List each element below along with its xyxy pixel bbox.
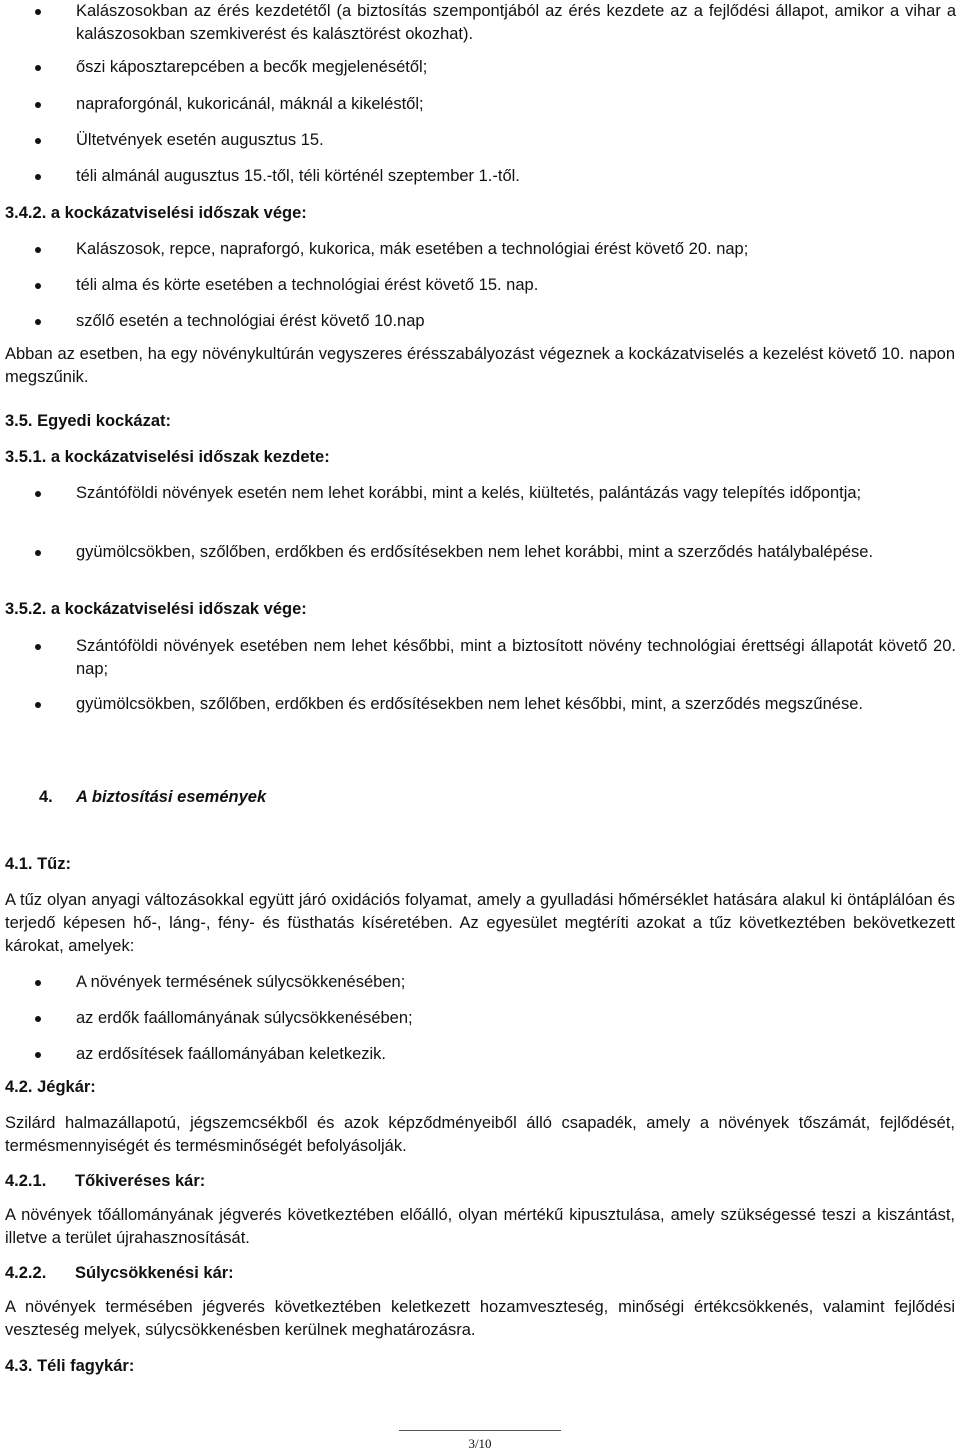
section-heading-3-4-2: 3.4.2. a kockázatviselési időszak vége: xyxy=(5,204,307,222)
bullet-icon xyxy=(35,1052,41,1058)
list-item-text: gyümölcsökben, szőlőben, erdőkben és erdősítésekben nem lehet korábbi, mint a szerződés hatálybalépése. xyxy=(76,543,874,561)
bullet-icon xyxy=(35,174,41,180)
list-item-text: téli alma és körte esetében a technológiai érést követő 15. nap. xyxy=(76,276,539,294)
bullet-icon xyxy=(35,283,41,289)
list-item-text: Szántóföldi növények esetén nem lehet korábbi, mint a kelés, kiültetés, palántázás vagy telepítés időpontja; xyxy=(76,484,862,502)
page-number: 3/10 xyxy=(468,1436,492,1451)
paragraph: Szilárd halmazállapotú, jégszemcsékből és azok képződményeiből álló csapadék, amely a növények tőszámát, fejlődését, termésmennyiségét és termésminőségét befolyásolják. xyxy=(5,1114,955,1155)
section-number: 4.2.1. xyxy=(5,1172,47,1190)
chapter-number: 4. xyxy=(39,788,53,806)
bullet-icon xyxy=(35,702,41,708)
section-heading-4-2-1 xyxy=(5,1170,955,1193)
list-item-text: szőlő esetén a technológiai érést követő 10.nap xyxy=(76,312,425,330)
list-item-text: Szántóföldi növények esetében nem lehet későbbi, mint a biztosított növény technológiai érettségi állapotát követő 20. nap; xyxy=(76,637,956,678)
section-heading-4-1: 4.1. Tűz: xyxy=(5,855,72,873)
section-heading-3-5-1: 3.5.1. a kockázatviselési időszak kezdete: xyxy=(5,448,330,466)
paragraph: Abban az esetben, ha egy növénykultúrán vegyszeres érésszabályozást végeznek a kockázatviselés a kezelést követő 10. napon megszűnik. xyxy=(5,345,955,386)
bullet-icon xyxy=(35,980,41,986)
list-item-text: napraforgónál, kukoricánál, máknál a kikeléstől; xyxy=(76,95,424,113)
bullet-icon xyxy=(35,491,41,497)
section-number: 4.2.2. xyxy=(5,1264,47,1282)
list-item-text: őszi káposztarepcében a becők megjelenésétől; xyxy=(76,58,428,76)
section-title: Tőkiveréses kár: xyxy=(75,1172,206,1190)
section-heading-3-5-2: 3.5.2. a kockázatviselési időszak vége: xyxy=(5,600,307,618)
bullet-icon xyxy=(35,1016,41,1022)
chapter-title: A biztosítási események xyxy=(76,788,267,806)
list-item-text: Ültetvények esetén augusztus 15. xyxy=(76,131,324,149)
section-heading-4-3: 4.3. Téli fagykár: xyxy=(5,1357,135,1375)
bullet-icon xyxy=(35,644,41,650)
section-heading-4-2: 4.2. Jégkár: xyxy=(5,1078,96,1096)
paragraph: A növények termésében jégverés következtében keletkezett hozamveszteség, minőségi értékcsökkenés, valamint fejlődési veszteség melyek, súlycsökkenésben kerülnek meghatározásra. xyxy=(5,1298,955,1339)
bullet-icon xyxy=(35,319,41,325)
section-title: Súlycsökkenési kár: xyxy=(75,1264,234,1282)
bullet-icon xyxy=(35,247,41,253)
list-item-text: gyümölcsökben, szőlőben, erdőkben és erdősítésekben nem lehet későbbi, mint, a szerződés megszűnése. xyxy=(76,695,863,713)
list-item-text: téli almánál augusztus 15.-től, téli körténél szeptember 1.-től. xyxy=(76,167,520,185)
section-heading-3-5: 3.5. Egyedi kockázat: xyxy=(5,412,171,430)
list-item-text: A növények termésének súlycsökkenésében; xyxy=(76,973,406,991)
footer-divider xyxy=(399,1430,561,1431)
bullet-icon xyxy=(35,550,41,556)
list-item-text: az erdők faállományának súlycsökkenésében; xyxy=(76,1009,413,1027)
bullet-icon xyxy=(35,102,41,108)
list-item-text: az erdősítések faállományában keletkezik. xyxy=(76,1045,387,1063)
bullet-icon xyxy=(35,65,41,71)
paragraph: A növények tőállományának jégverés következtében előálló, olyan mértékű kipusztulása, amely szükségessé teszi a kiszántást, illetve a terület újrahasznosítását. xyxy=(5,1206,955,1247)
paragraph: A tűz olyan anyagi változásokkal együtt járó oxidációs folyamat, amely a gyulladási hőmérséklet hatására alakul ki öntáplálóan és terjedő képesen hő-, láng-, fény- és füsthatás kíséretében. Az egyesület megtéríti azokat a tűz következtében bekövetkezett károkat, amelyek: xyxy=(5,891,955,955)
bullet-icon xyxy=(35,9,41,15)
list-item-text: Kalászosokban az érés kezdetétől (a biztosítás szempontjából az érés kezdete az a fejlődési állapot, amikor a vihar a kalászosokban szemkiverést és kalásztörést okozhat). xyxy=(76,2,956,43)
section-heading-4-2-2 xyxy=(5,1262,955,1285)
bullet-icon xyxy=(35,138,41,144)
list-item-text: Kalászosok, repce, napraforgó, kukorica, mák esetében a technológiai érést követő 20. nap; xyxy=(76,240,749,258)
